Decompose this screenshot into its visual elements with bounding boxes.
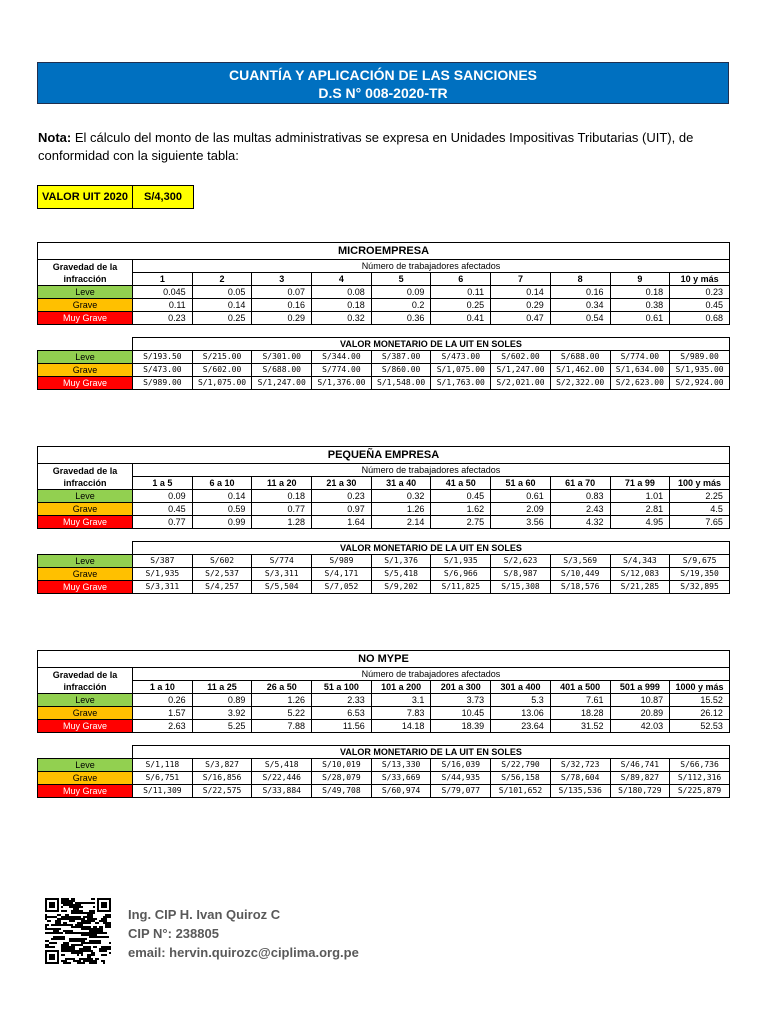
money-cell: S/301.00 xyxy=(252,351,312,364)
money-cell: S/1,548.00 xyxy=(371,377,431,390)
money-cell: S/19,350 xyxy=(670,568,730,581)
money-cell: S/989 xyxy=(312,555,372,568)
money-cell: S/4,343 xyxy=(610,555,670,568)
title-line-2: D.S N° 008-2020-TR xyxy=(318,85,448,101)
uit-cell: 4.5 xyxy=(670,503,730,516)
uit-cell: 7.61 xyxy=(550,694,610,707)
uit-cell: 3.73 xyxy=(431,694,491,707)
money-cell: S/774 xyxy=(252,555,312,568)
money-cell: S/3,311 xyxy=(252,568,312,581)
money-cell: S/33,884 xyxy=(252,785,312,798)
level-label: Muy Grave xyxy=(38,720,133,733)
money-cell: S/4,171 xyxy=(312,568,372,581)
money-cell: S/5,418 xyxy=(371,568,431,581)
uit-cell: 0.09 xyxy=(133,490,193,503)
money-cell: S/18,576 xyxy=(550,581,610,594)
money-cell: S/21,285 xyxy=(610,581,670,594)
uit-cell: 0.2 xyxy=(371,299,431,312)
money-cell: S/2,924.00 xyxy=(670,377,730,390)
column-header: 71 a 99 xyxy=(610,477,670,490)
money-cell: S/33,669 xyxy=(371,772,431,785)
money-cell: S/6,966 xyxy=(431,568,491,581)
uit-cell: 0.07 xyxy=(252,286,312,299)
table-row xyxy=(38,503,730,516)
uit-cell: 0.45 xyxy=(133,503,193,516)
note-text: El cálculo del monto de las multas administrativas se expresa en Unidades Impositivas Tributarias (UIT), de conformidad con la siguiente tabla: xyxy=(38,130,694,163)
money-cell: S/5,418 xyxy=(252,759,312,772)
level-label: Leve xyxy=(38,555,133,568)
column-header: 2 xyxy=(192,273,252,286)
money-cell: S/16,856 xyxy=(192,772,252,785)
uit-cell: 0.32 xyxy=(371,490,431,503)
money-cell: S/49,708 xyxy=(312,785,372,798)
table-row xyxy=(38,516,730,529)
uit-cell: 0.47 xyxy=(491,312,551,325)
table-row xyxy=(38,694,730,707)
column-header: 26 a 50 xyxy=(252,681,312,694)
uit-cell: 0.25 xyxy=(431,299,491,312)
uit-cell: 0.045 xyxy=(133,286,193,299)
uit-cell: 0.14 xyxy=(192,299,252,312)
uit-cell: 0.05 xyxy=(192,286,252,299)
trabajadores-header: Número de trabajadores afectados xyxy=(133,260,730,273)
column-header: 51 a 60 xyxy=(491,477,551,490)
uit-cell: 13.06 xyxy=(491,707,551,720)
money-cell: S/1,376.00 xyxy=(312,377,372,390)
money-cell: S/10,019 xyxy=(312,759,372,772)
money-cell: S/774.00 xyxy=(312,364,372,377)
level-label: Grave xyxy=(38,299,133,312)
table-row xyxy=(38,707,730,720)
uit-cell: 1.26 xyxy=(252,694,312,707)
uit-cell: 23.64 xyxy=(491,720,551,733)
signature-block xyxy=(128,905,359,962)
uit-cell: 14.18 xyxy=(371,720,431,733)
money-cell: S/78,604 xyxy=(550,772,610,785)
column-header: 8 xyxy=(550,273,610,286)
uit-cell: 0.45 xyxy=(670,299,730,312)
money-cell: S/89,827 xyxy=(610,772,670,785)
column-header: 201 a 300 xyxy=(431,681,491,694)
column-header: 4 xyxy=(312,273,372,286)
uit-cell: 0.54 xyxy=(550,312,610,325)
uit-cell: 0.83 xyxy=(550,490,610,503)
uit-cell: 0.36 xyxy=(371,312,431,325)
uit-cell: 0.08 xyxy=(312,286,372,299)
money-cell: S/3,311 xyxy=(133,581,193,594)
money-cell: S/79,077 xyxy=(431,785,491,798)
level-label: Muy Grave xyxy=(38,785,133,798)
gravedad-header: Gravedad de la infracción xyxy=(38,668,133,694)
section-title: NO MYPE xyxy=(38,651,730,668)
table-row xyxy=(38,568,730,581)
table-row xyxy=(38,772,730,785)
valor-header: VALOR MONETARIO DE LA UIT EN SOLES xyxy=(133,746,730,759)
money-cell: S/1,247.00 xyxy=(252,377,312,390)
uit-cell: 3.1 xyxy=(371,694,431,707)
uit-cell: 0.14 xyxy=(192,490,252,503)
money-cell: S/1,075.00 xyxy=(192,377,252,390)
table-row xyxy=(38,555,730,568)
uit-cell: 0.23 xyxy=(312,490,372,503)
level-label: Grave xyxy=(38,772,133,785)
money-cell: S/32,723 xyxy=(550,759,610,772)
uit-cell: 0.77 xyxy=(133,516,193,529)
money-cell: S/1,462.00 xyxy=(550,364,610,377)
money-cell: S/1,118 xyxy=(133,759,193,772)
uit-cell: 0.41 xyxy=(431,312,491,325)
trabajadores-header: Número de trabajadores afectados xyxy=(133,668,730,681)
money-cell: S/860.00 xyxy=(371,364,431,377)
uit-cell: 0.45 xyxy=(431,490,491,503)
uit-cell: 18.28 xyxy=(550,707,610,720)
money-cell: S/2,322.00 xyxy=(550,377,610,390)
money-cell: S/2,537 xyxy=(192,568,252,581)
uit-table-2 xyxy=(37,650,730,733)
money-cell: S/22,790 xyxy=(491,759,551,772)
money-cell: S/2,623 xyxy=(491,555,551,568)
money-cell: S/473.00 xyxy=(133,364,193,377)
money-cell: S/3,827 xyxy=(192,759,252,772)
money-table-1 xyxy=(37,541,730,594)
level-label: Leve xyxy=(38,694,133,707)
money-cell: S/5,504 xyxy=(252,581,312,594)
uit-cell: 0.29 xyxy=(252,312,312,325)
blank-cell xyxy=(38,746,133,759)
level-label: Grave xyxy=(38,503,133,516)
money-cell: S/602.00 xyxy=(491,351,551,364)
money-cell: S/60,974 xyxy=(371,785,431,798)
uit-cell: 0.09 xyxy=(371,286,431,299)
money-cell: S/12,083 xyxy=(610,568,670,581)
level-label: Leve xyxy=(38,759,133,772)
money-cell: S/28,079 xyxy=(312,772,372,785)
uit-cell: 0.18 xyxy=(610,286,670,299)
money-cell: S/135,536 xyxy=(550,785,610,798)
column-header: 1 a 5 xyxy=(133,477,193,490)
uit-cell: 5.22 xyxy=(252,707,312,720)
money-cell: S/1,763.00 xyxy=(431,377,491,390)
money-cell: S/1,247.00 xyxy=(491,364,551,377)
uit-cell: 31.52 xyxy=(550,720,610,733)
table-row xyxy=(38,286,730,299)
money-cell: S/344.00 xyxy=(312,351,372,364)
uit-cell: 4.32 xyxy=(550,516,610,529)
uit-cell: 2.43 xyxy=(550,503,610,516)
level-label: Leve xyxy=(38,490,133,503)
money-cell: S/15,308 xyxy=(491,581,551,594)
uit-cell: 20.89 xyxy=(610,707,670,720)
column-header: 3 xyxy=(252,273,312,286)
money-cell: S/688.00 xyxy=(550,351,610,364)
section-title: PEQUEÑA EMPRESA xyxy=(38,447,730,464)
uit-cell: 2.14 xyxy=(371,516,431,529)
column-header: 1 a 10 xyxy=(133,681,193,694)
column-header: 1000 y más xyxy=(670,681,730,694)
uit-cell: 0.68 xyxy=(670,312,730,325)
uit-cell: 5.3 xyxy=(491,694,551,707)
uit-cell: 6.53 xyxy=(312,707,372,720)
uit-cell: 1.28 xyxy=(252,516,312,529)
level-label: Grave xyxy=(38,568,133,581)
qr-code-icon xyxy=(45,898,111,964)
column-header: 51 a 100 xyxy=(312,681,372,694)
uit-cell: 5.25 xyxy=(192,720,252,733)
money-cell: S/10,449 xyxy=(550,568,610,581)
table-row xyxy=(38,720,730,733)
money-cell: S/11,309 xyxy=(133,785,193,798)
uit-cell: 0.32 xyxy=(312,312,372,325)
uit-cell: 0.29 xyxy=(491,299,551,312)
money-cell: S/215.00 xyxy=(192,351,252,364)
uit-cell: 0.25 xyxy=(192,312,252,325)
uit-cell: 0.59 xyxy=(192,503,252,516)
blank-cell xyxy=(38,542,133,555)
uit-cell: 0.16 xyxy=(550,286,610,299)
level-label: Leve xyxy=(38,286,133,299)
column-header: 5 xyxy=(371,273,431,286)
money-cell: S/180,729 xyxy=(610,785,670,798)
uit-cell: 1.01 xyxy=(610,490,670,503)
column-header: 41 a 50 xyxy=(431,477,491,490)
uit-cell: 0.99 xyxy=(192,516,252,529)
money-cell: S/4,257 xyxy=(192,581,252,594)
gravedad-header: Gravedad de la infracción xyxy=(38,464,133,490)
uit-cell: 10.87 xyxy=(610,694,670,707)
uit-cell: 0.14 xyxy=(491,286,551,299)
money-cell: S/112,316 xyxy=(670,772,730,785)
money-cell: S/602.00 xyxy=(192,364,252,377)
uit-cell: 0.23 xyxy=(133,312,193,325)
uit-cell: 0.38 xyxy=(610,299,670,312)
money-cell: S/2,021.00 xyxy=(491,377,551,390)
note-paragraph xyxy=(38,129,728,165)
table-row xyxy=(38,299,730,312)
table-row xyxy=(38,759,730,772)
money-cell: S/989.00 xyxy=(133,377,193,390)
uit-value-box xyxy=(37,185,194,209)
uit-cell: 0.11 xyxy=(133,299,193,312)
uit-cell: 15.52 xyxy=(670,694,730,707)
money-cell: S/1,075.00 xyxy=(431,364,491,377)
uit-cell: 7.88 xyxy=(252,720,312,733)
uit-cell: 1.64 xyxy=(312,516,372,529)
uit-cell: 10.45 xyxy=(431,707,491,720)
uit-cell: 4.95 xyxy=(610,516,670,529)
uit-label: VALOR UIT 2020 xyxy=(38,186,133,208)
uit-cell: 0.18 xyxy=(312,299,372,312)
column-header: 21 a 30 xyxy=(312,477,372,490)
column-header: 7 xyxy=(491,273,551,286)
table-row xyxy=(38,351,730,364)
money-cell: S/3,569 xyxy=(550,555,610,568)
uit-cell: 2.63 xyxy=(133,720,193,733)
money-cell: S/22,446 xyxy=(252,772,312,785)
uit-value: S/4,300 xyxy=(133,186,193,208)
uit-cell: 0.18 xyxy=(252,490,312,503)
uit-cell: 0.61 xyxy=(610,312,670,325)
money-cell: S/66,736 xyxy=(670,759,730,772)
column-header: 31 a 40 xyxy=(371,477,431,490)
uit-cell: 1.57 xyxy=(133,707,193,720)
level-label: Muy Grave xyxy=(38,516,133,529)
money-cell: S/225,879 xyxy=(670,785,730,798)
money-cell: S/8,987 xyxy=(491,568,551,581)
money-table-0 xyxy=(37,337,730,390)
uit-cell: 0.89 xyxy=(192,694,252,707)
money-cell: S/473.00 xyxy=(431,351,491,364)
section-title: MICROEMPRESA xyxy=(38,243,730,260)
uit-table-1 xyxy=(37,446,730,529)
blank-cell xyxy=(38,338,133,351)
uit-cell: 2.81 xyxy=(610,503,670,516)
level-label: Muy Grave xyxy=(38,312,133,325)
uit-cell: 2.75 xyxy=(431,516,491,529)
money-cell: S/774.00 xyxy=(610,351,670,364)
table-row xyxy=(38,364,730,377)
uit-cell: 0.23 xyxy=(670,286,730,299)
column-header: 61 a 70 xyxy=(550,477,610,490)
money-cell: S/9,202 xyxy=(371,581,431,594)
level-label: Grave xyxy=(38,364,133,377)
money-cell: S/11,825 xyxy=(431,581,491,594)
uit-cell: 0.16 xyxy=(252,299,312,312)
money-cell: S/101,652 xyxy=(491,785,551,798)
money-cell: S/46,741 xyxy=(610,759,670,772)
uit-cell: 2.09 xyxy=(491,503,551,516)
money-cell: S/16,039 xyxy=(431,759,491,772)
uit-cell: 3.92 xyxy=(192,707,252,720)
footer-name: Ing. CIP H. Ivan Quiroz C xyxy=(128,907,281,922)
uit-cell: 1.62 xyxy=(431,503,491,516)
money-cell: S/387 xyxy=(133,555,193,568)
column-header: 11 a 25 xyxy=(192,681,252,694)
money-cell: S/9,675 xyxy=(670,555,730,568)
money-cell: S/44,935 xyxy=(431,772,491,785)
money-cell: S/989.00 xyxy=(670,351,730,364)
table-row xyxy=(38,377,730,390)
uit-cell: 2.25 xyxy=(670,490,730,503)
table-row xyxy=(38,581,730,594)
uit-cell: 0.97 xyxy=(312,503,372,516)
column-header: 100 y más xyxy=(670,477,730,490)
column-header: 6 xyxy=(431,273,491,286)
uit-cell: 7.65 xyxy=(670,516,730,529)
money-cell: S/2,623.00 xyxy=(610,377,670,390)
level-label: Leve xyxy=(38,351,133,364)
money-cell: S/387.00 xyxy=(371,351,431,364)
column-header: 301 a 400 xyxy=(491,681,551,694)
money-cell: S/688.00 xyxy=(252,364,312,377)
uit-cell: 0.11 xyxy=(431,286,491,299)
uit-cell: 26.12 xyxy=(670,707,730,720)
column-header: 101 a 200 xyxy=(371,681,431,694)
uit-cell: 2.33 xyxy=(312,694,372,707)
money-cell: S/1,935 xyxy=(431,555,491,568)
money-cell: S/1,634.00 xyxy=(610,364,670,377)
column-header: 11 a 20 xyxy=(252,477,312,490)
title-line-1: CUANTÍA Y APLICACIÓN DE LAS SANCIONES xyxy=(228,67,538,83)
uit-cell: 18.39 xyxy=(431,720,491,733)
document-title xyxy=(37,62,729,104)
money-cell: S/1,935.00 xyxy=(670,364,730,377)
column-header: 501 a 999 xyxy=(610,681,670,694)
footer-email: email: hervin.quirozc@ciplima.org.pe xyxy=(128,945,359,960)
trabajadores-header: Número de trabajadores afectados xyxy=(133,464,730,477)
uit-cell: 11.56 xyxy=(312,720,372,733)
money-cell: S/6,751 xyxy=(133,772,193,785)
column-header: 9 xyxy=(610,273,670,286)
uit-cell: 0.77 xyxy=(252,503,312,516)
table-row xyxy=(38,785,730,798)
valor-header: VALOR MONETARIO DE LA UIT EN SOLES xyxy=(133,338,730,351)
table-row xyxy=(38,312,730,325)
money-cell: S/7,052 xyxy=(312,581,372,594)
column-header: 6 a 10 xyxy=(192,477,252,490)
uit-cell: 1.26 xyxy=(371,503,431,516)
valor-header: VALOR MONETARIO DE LA UIT EN SOLES xyxy=(133,542,730,555)
uit-table-0 xyxy=(37,242,730,325)
uit-cell: 3.56 xyxy=(491,516,551,529)
uit-cell: 0.34 xyxy=(550,299,610,312)
uit-cell: 0.26 xyxy=(133,694,193,707)
money-table-2 xyxy=(37,745,730,798)
money-cell: S/32,895 xyxy=(670,581,730,594)
column-header: 1 xyxy=(133,273,193,286)
uit-cell: 0.61 xyxy=(491,490,551,503)
level-label: Grave xyxy=(38,707,133,720)
money-cell: S/602 xyxy=(192,555,252,568)
column-header: 401 a 500 xyxy=(550,681,610,694)
footer-cip: CIP N°: 238805 xyxy=(128,926,219,941)
table-row xyxy=(38,490,730,503)
money-cell: S/22,575 xyxy=(192,785,252,798)
column-header: 10 y más xyxy=(670,273,730,286)
money-cell: S/56,158 xyxy=(491,772,551,785)
money-cell: S/1,935 xyxy=(133,568,193,581)
uit-cell: 52.53 xyxy=(670,720,730,733)
level-label: Muy Grave xyxy=(38,581,133,594)
gravedad-header: Gravedad de la infracción xyxy=(38,260,133,286)
note-label: Nota: xyxy=(38,130,72,145)
money-cell: S/13,330 xyxy=(371,759,431,772)
money-cell: S/1,376 xyxy=(371,555,431,568)
level-label: Muy Grave xyxy=(38,377,133,390)
uit-cell: 42.03 xyxy=(610,720,670,733)
money-cell: S/193.50 xyxy=(133,351,193,364)
uit-cell: 7.83 xyxy=(371,707,431,720)
